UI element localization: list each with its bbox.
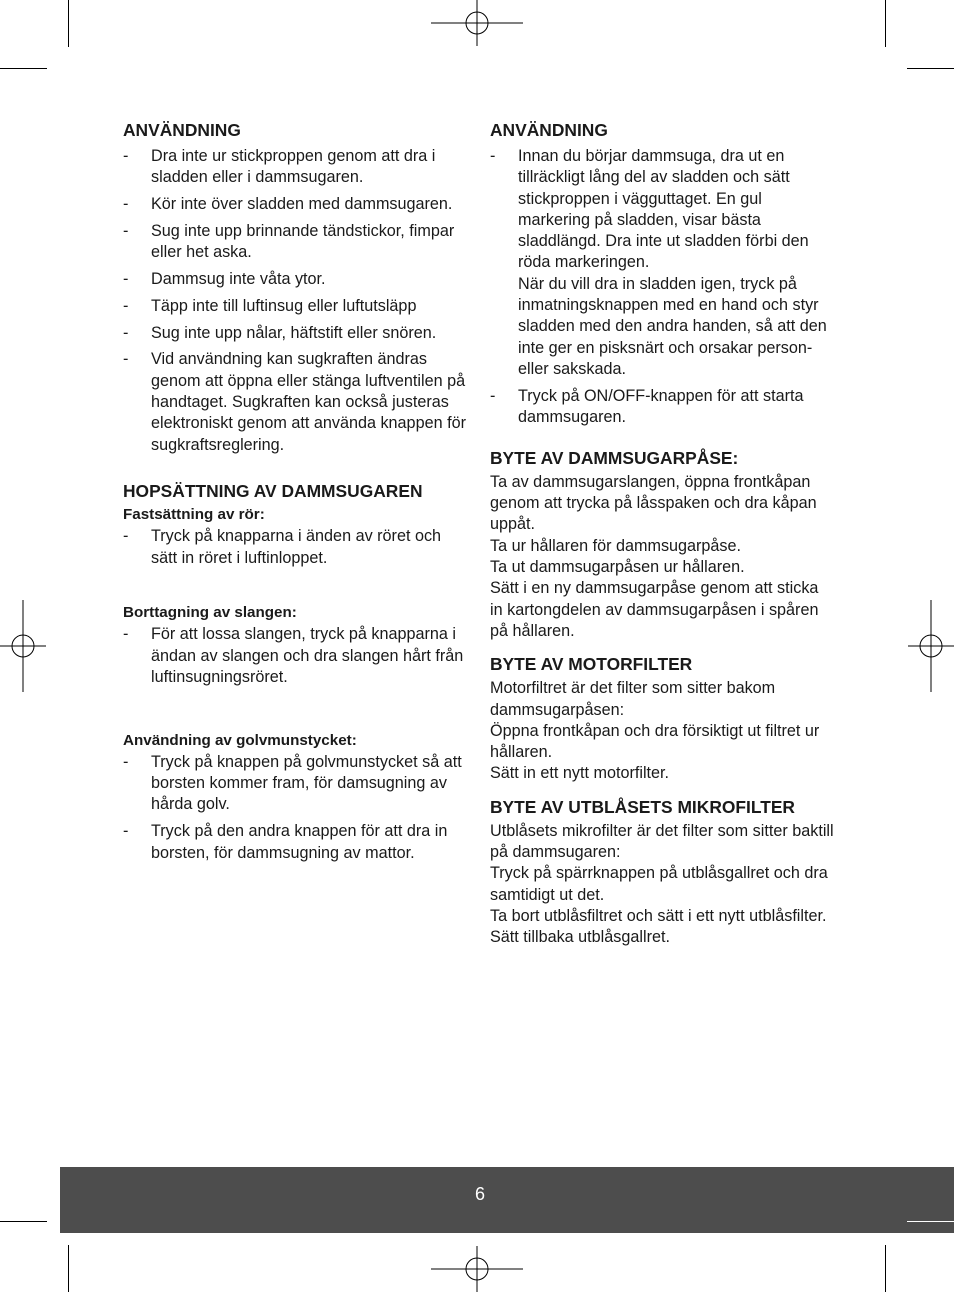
list-item: - Sug inte upp nålar, häftstift eller snören. xyxy=(123,323,468,344)
bullet-dash: - xyxy=(123,147,129,165)
section-heading-bag-change: BYTE AV DAMMSUGARPÅSE: xyxy=(490,447,739,468)
registration-mark-left xyxy=(0,600,46,692)
bullet-dash: - xyxy=(123,752,129,771)
section-heading-usage: ANVÄNDNING xyxy=(123,120,241,140)
section-heading-usage: ANVÄNDNING xyxy=(490,120,608,140)
list-item: - Tryck på ON/OFF-knappen för att starta dammsugaren. xyxy=(490,386,804,427)
list-item: - Tryck på den andra knappen för att dra in borsten, för dammsugning av mattor. xyxy=(123,822,448,862)
crop-mark xyxy=(907,68,954,69)
list-item: - Vid användning kan sugkraften ändras genom att öppna eller stänga luftventilen på handtaget. Sugkraften kan också justeras elektroniskt genom att använda knappen för sugkraftsreglering. xyxy=(123,350,466,454)
bullet-dash: - xyxy=(490,147,496,165)
bullet-dash: - xyxy=(123,625,129,644)
motor-filter-text: Motorfiltret är det filter som sitter bakom dammsugarpåsen: Öppna frontkåpan och dra försiktigt ut filtret ur hållaren. Sätt in ett nytt motorfilter. xyxy=(490,679,820,783)
crop-mark xyxy=(885,1245,886,1292)
bullet-dash: - xyxy=(123,296,129,315)
list-item: - För att lossa slangen, tryck på knapparna i ändan av slangen och dra slangen hårt från luftinsugningsröret. xyxy=(123,625,464,687)
crop-mark xyxy=(0,1221,47,1222)
section-heading-micro-filter: BYTE AV UTBLÅSETS MIKROFILTER xyxy=(490,796,795,817)
list-item: - Tryck på knappen på golvmunstycket så att borsten kommer fram, för damsugning av hårda golv. xyxy=(123,752,462,814)
list-item: - Täpp inte till luftinsug eller luftutsläpp xyxy=(123,296,468,317)
bullet-dash: - xyxy=(123,269,129,288)
bullet-dash: - xyxy=(123,822,129,841)
bullet-dash: - xyxy=(490,386,496,405)
bullet-dash: - xyxy=(123,221,129,240)
crop-mark xyxy=(885,0,886,47)
list-item: - Sug inte upp brinnande tändstickor, fimpar eller het aska. xyxy=(123,221,455,262)
section-heading-motor-filter: BYTE AV MOTORFILTER xyxy=(490,654,693,675)
bullet-dash: - xyxy=(123,527,129,546)
subheading-floor-nozzle: Användning av golvmunstycket: xyxy=(123,731,357,749)
registration-mark-top xyxy=(431,0,523,46)
page-number: 6 xyxy=(474,1184,485,1204)
crop-mark xyxy=(907,1221,954,1222)
crop-mark xyxy=(68,0,69,47)
bullet-dash: - xyxy=(123,350,129,369)
bullet-dash: - xyxy=(123,195,129,214)
list-item: - Kör inte över sladden med dammsugaren. xyxy=(123,194,468,215)
crop-mark xyxy=(0,68,47,69)
crop-mark xyxy=(68,1245,69,1292)
left-column xyxy=(123,119,468,869)
page-footer-bar xyxy=(60,1167,954,1233)
registration-mark-right xyxy=(908,600,954,692)
subheading-hose-removal: Borttagning av slangen: xyxy=(123,604,297,622)
list-item: - Innan du börjar dammsuga, dra ut en tillräckligt lång del av sladden och sätt stickproppen i vägguttaget. En gul markering på sladden, visar bästa sladdlängd. Dra inte ut sladden förbi den röda markeringen. När du vill dra in sladden igen, tryck på inmatningsknappen med en hand och styr sladden med den andra handen, så att den inte ger en pisksnärt och orsakar person- eller sakskada. xyxy=(490,147,827,378)
right-column xyxy=(490,119,835,949)
list-item: - Dra inte ur stickproppen genom att dra i sladden eller i dammsugaren. xyxy=(123,147,436,187)
list-item: - Tryck på knapparna i änden av röret och sätt in röret i luftinloppet. xyxy=(123,527,442,567)
micro-filter-text: Utblåsets mikrofilter är det filter som sitter baktill på dammsugaren: Tryck på spärrknappen på utblåsgallret och dra samtidigt ut det. Ta bort utblåsfiltret och sätt i ett nytt utblåsfilter. Sätt tillbaka utblåsgallret. xyxy=(490,821,834,947)
bag-change-text: Ta av dammsugarslangen, öppna frontkåpan genom att trycka på låsspaken och dra kåpan uppåt. Ta ur hållaren för dammsugarpåse. Ta ut dammsugarpåsen ur hållaren. Sätt i en ny dammsugarpåse genom att sticka in kartongdelen av dammsugarpåsen i spåren på hållaren. xyxy=(490,472,819,640)
list-item: - Dammsug inte våta ytor. xyxy=(123,269,468,290)
registration-mark-bottom xyxy=(431,1246,523,1292)
section-heading-assembly: HOPSÄTTNING AV DAMMSUGAREN xyxy=(123,481,423,502)
bullet-dash: - xyxy=(123,323,129,342)
usage-list xyxy=(123,146,468,456)
subheading-tube-attach: Fastsättning av rör: xyxy=(123,506,265,524)
